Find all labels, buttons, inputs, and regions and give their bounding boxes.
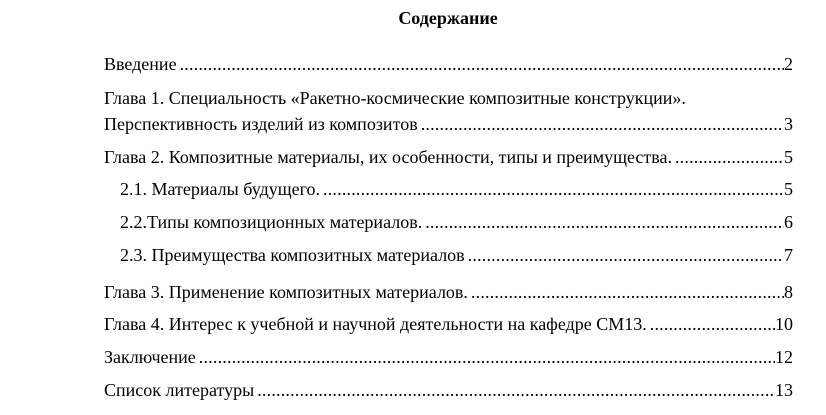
toc-entry-text: Глава 3. Применение композитных материалов. xyxy=(104,282,468,302)
toc-leader-dots xyxy=(672,146,784,168)
toc-entry-text: 2.3. Преимущества композитных материалов xyxy=(120,245,465,265)
toc-entry-chapter-1-line-1: Глава 1. Специальность «Ракетно-космические композитные конструкции». xyxy=(104,88,686,108)
toc-entry-text: 2.2.Типы композиционных материалов. xyxy=(120,212,423,232)
toc-page-number: 12 xyxy=(775,347,793,367)
toc-leader-dots xyxy=(320,178,784,200)
toc-entry-chapter-3 xyxy=(104,281,793,303)
toc-entry-text: Глава 2. Композитные материалы, их особенности, типы и преимущества. xyxy=(104,147,672,167)
toc-page-number: 13 xyxy=(775,380,793,400)
toc-entry-text: Глава 4. Интерес к учебной и научной деятельности на кафедре СМ13. xyxy=(104,314,647,334)
toc-leader-dots xyxy=(196,346,775,368)
toc-page-number: 6 xyxy=(784,212,793,232)
toc-page-number: 7 xyxy=(784,245,793,265)
toc-entry-chapter-2 xyxy=(104,146,793,168)
toc-entry-text: Введение xyxy=(104,54,177,74)
toc-entry-section-2-2 xyxy=(120,211,793,233)
toc-page-number: 2 xyxy=(784,54,793,74)
toc-entry-conclusion xyxy=(104,346,793,368)
toc-entry-section-2-1 xyxy=(120,178,793,200)
toc-page-number: 10 xyxy=(775,314,793,334)
toc-entry-text: 2.1. Материалы будущего. xyxy=(120,179,321,199)
toc-leader-dots xyxy=(177,53,784,75)
toc-entry-text: Перспективность изделий из композитов xyxy=(104,114,418,134)
toc-leader-dots xyxy=(468,281,784,303)
toc-page-number: 8 xyxy=(784,282,793,302)
toc-entry-introduction xyxy=(104,53,793,75)
toc-entry-chapter-1 xyxy=(104,113,793,135)
toc-entry-bibliography xyxy=(104,379,793,401)
toc-title: Содержание xyxy=(398,8,498,28)
toc-leader-dots xyxy=(418,113,784,135)
toc-page-number: 3 xyxy=(784,114,793,134)
toc-leader-dots xyxy=(647,313,775,335)
toc-leader-dots xyxy=(254,379,775,401)
toc-entry-section-2-3 xyxy=(120,244,793,266)
toc-page-number: 5 xyxy=(784,147,793,167)
toc-entry-text: Заключение xyxy=(104,347,196,367)
toc-leader-dots xyxy=(422,211,784,233)
toc-entry-chapter-4 xyxy=(104,313,793,335)
toc-entry-text: Список литературы xyxy=(104,380,255,400)
toc-leader-dots xyxy=(465,244,784,266)
toc-page-number: 5 xyxy=(784,179,793,199)
